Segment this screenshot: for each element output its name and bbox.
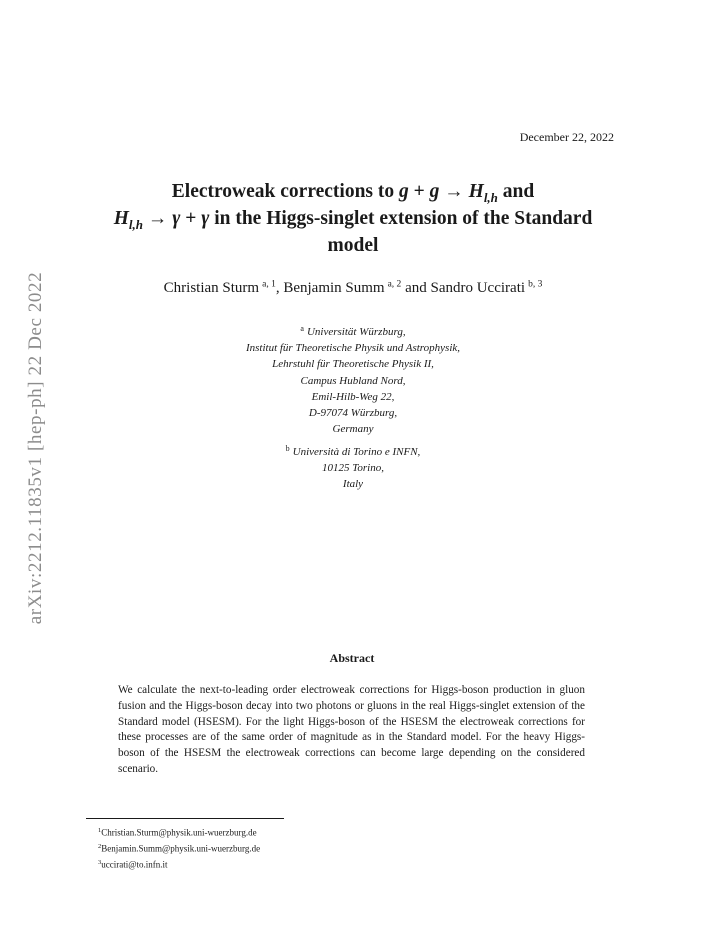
- author-name: Benjamin Summ: [283, 280, 385, 296]
- paper-title: [90, 178, 616, 259]
- title-tail: in the Higgs-singlet extension of the Standard model: [209, 208, 593, 256]
- affiliation-mark: b: [285, 444, 290, 453]
- footnote-email-link[interactable]: uccirati@to.infn.it: [101, 859, 168, 870]
- footnote-mark: 3: [98, 859, 102, 867]
- affiliation-line: Emil-Hilb-Weg 22,: [311, 390, 395, 403]
- footnote-email-link[interactable]: Christian.Sturm@physik.uni-wuerzburg.de: [101, 827, 257, 838]
- affiliation-line: Campus Hubland Nord,: [300, 374, 406, 387]
- author-name: Christian Sturm: [163, 280, 260, 296]
- title-lead: Electroweak corrections to: [171, 181, 400, 202]
- affiliation-line: [100, 441, 606, 460]
- footnote-mark: 1: [98, 827, 102, 834]
- formula-H: H: [468, 181, 484, 202]
- formula-arrow: →: [439, 181, 469, 202]
- footnote: [98, 840, 260, 856]
- formula-plus: +: [180, 208, 202, 229]
- affiliation-line: 10125 Torino,: [322, 462, 384, 475]
- author-affil-mark: a, 1: [262, 279, 276, 290]
- paper-date: December 22, 2022: [519, 130, 614, 144]
- formula-arrow: →: [142, 208, 173, 229]
- footnote-email-link[interactable]: Benjamin.Summ@physik.uni-wuerzburg.de: [101, 843, 261, 854]
- formula-H: H: [113, 208, 129, 229]
- affiliation-text: Universität Würzburg,: [306, 326, 406, 338]
- abstract-heading: Abstract: [329, 651, 375, 665]
- affiliation-line: Germany: [332, 423, 374, 436]
- author-separator: and: [401, 280, 431, 296]
- arxiv-stamp[interactable]: arXiv:2212.11835v1 [hep-ph] 22 Dec 2022: [25, 271, 46, 625]
- footnote: [98, 856, 260, 872]
- affiliation-a: [100, 321, 606, 437]
- formula-plus: +: [408, 181, 430, 202]
- abstract-body: We calculate the next-to-leading order electroweak corrections for Higgs-boson production in gluon fusion and the Higgs-boson decay into two photons or gluons in the real Higgs-singlet extension of the Standard model (HSESM). For the light Higgs-boson of the HSESM the electroweak corrections for these processes are of the same order of magnitude as in the Standard model. For the heavy Higgs-boson of the HSESM the electroweak corrections can become large depending on the considered scenario.: [118, 684, 585, 775]
- affiliation-line: D-97074 Würzburg,: [308, 407, 398, 420]
- formula-subscript: l,h: [128, 216, 143, 232]
- footnote-divider: [86, 818, 284, 819]
- affiliation-line: Institut für Theoretische Physik und Astrophysik,: [245, 342, 461, 355]
- title-mid: and: [497, 181, 535, 202]
- footnotes: [98, 824, 260, 872]
- affiliation-mark: a: [300, 324, 304, 333]
- formula-g: g: [429, 181, 440, 202]
- affiliation-line: [100, 321, 606, 340]
- formula-g: g: [399, 181, 409, 202]
- footnote: [98, 824, 260, 840]
- title-formula-1: [399, 181, 498, 205]
- author-affil-mark: b, 3: [528, 279, 543, 290]
- affiliation-text: Università di Torino e INFN,: [292, 446, 421, 458]
- title-formula-2: [113, 208, 210, 232]
- footnote-mark: 2: [98, 843, 102, 851]
- formula-gamma: γ: [172, 208, 181, 229]
- formula-gamma: γ: [201, 208, 210, 229]
- author-name: Sandro Uccirati: [430, 280, 526, 296]
- author-list: [60, 280, 646, 297]
- formula-subscript: l,h: [483, 189, 498, 205]
- affiliation-b: [100, 441, 606, 493]
- affiliation-line: Lehrstuhl für Theoretische Physik II,: [272, 358, 434, 371]
- author-separator: ,: [275, 280, 284, 296]
- author-affil-mark: a, 2: [387, 279, 402, 290]
- affiliation-line: Italy: [342, 478, 364, 491]
